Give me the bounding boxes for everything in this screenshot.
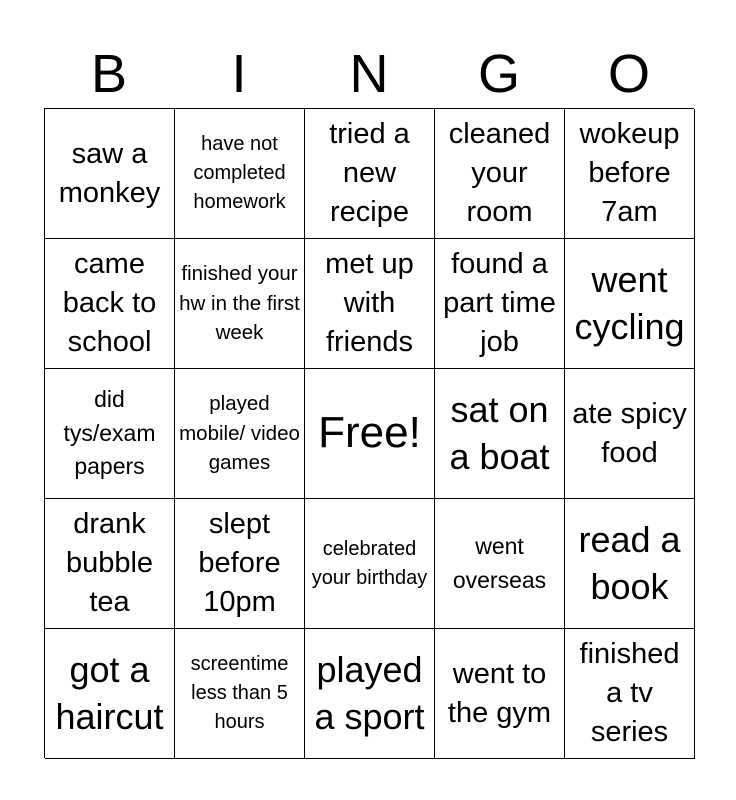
bingo-cell[interactable]: cleaned your room <box>435 109 565 239</box>
bingo-cell[interactable]: finished your hw in the first week <box>175 239 305 369</box>
bingo-cell[interactable]: came back to school <box>45 239 175 369</box>
bingo-cell[interactable]: screentime less than 5 hours <box>175 629 305 759</box>
header-letter-n: N <box>349 44 389 104</box>
bingo-cell[interactable]: drank bubble tea <box>45 499 175 629</box>
bingo-cell[interactable]: read a book <box>565 499 695 629</box>
bingo-cell[interactable]: celebrated your birthday <box>305 499 435 629</box>
header-letter-i: I <box>231 44 247 104</box>
bingo-cell[interactable]: ate spicy food <box>565 369 695 499</box>
bingo-cell[interactable]: went cycling <box>565 239 695 369</box>
bingo-cell[interactable]: went overseas <box>435 499 565 629</box>
header-letter-o: O <box>607 44 650 104</box>
free-cell[interactable]: Free! <box>305 369 435 499</box>
bingo-cell[interactable]: did tys/exam papers <box>45 369 175 499</box>
header-letter-b: B <box>90 44 128 104</box>
header-letter-g: G <box>477 44 520 104</box>
bingo-cell[interactable]: went to the gym <box>435 629 565 759</box>
bingo-cell[interactable]: played mobile/ video games <box>175 369 305 499</box>
bingo-cell[interactable]: wokeup before 7am <box>565 109 695 239</box>
bingo-card-grid <box>44 108 694 758</box>
bingo-cell[interactable]: slept before 10pm <box>175 499 305 629</box>
bingo-header <box>44 40 694 108</box>
bingo-cell[interactable]: have not completed homework <box>175 109 305 239</box>
bingo-cell[interactable]: saw a monkey <box>45 109 175 239</box>
bingo-cell[interactable]: met up with friends <box>305 239 435 369</box>
bingo-cell[interactable]: played a sport <box>305 629 435 759</box>
bingo-cell[interactable]: tried a new recipe <box>305 109 435 239</box>
bingo-cell[interactable]: got a haircut <box>45 629 175 759</box>
bingo-cell[interactable]: finished a tv series <box>565 629 695 759</box>
bingo-cell[interactable]: found a part time job <box>435 239 565 369</box>
bingo-cell[interactable]: sat on a boat <box>435 369 565 499</box>
